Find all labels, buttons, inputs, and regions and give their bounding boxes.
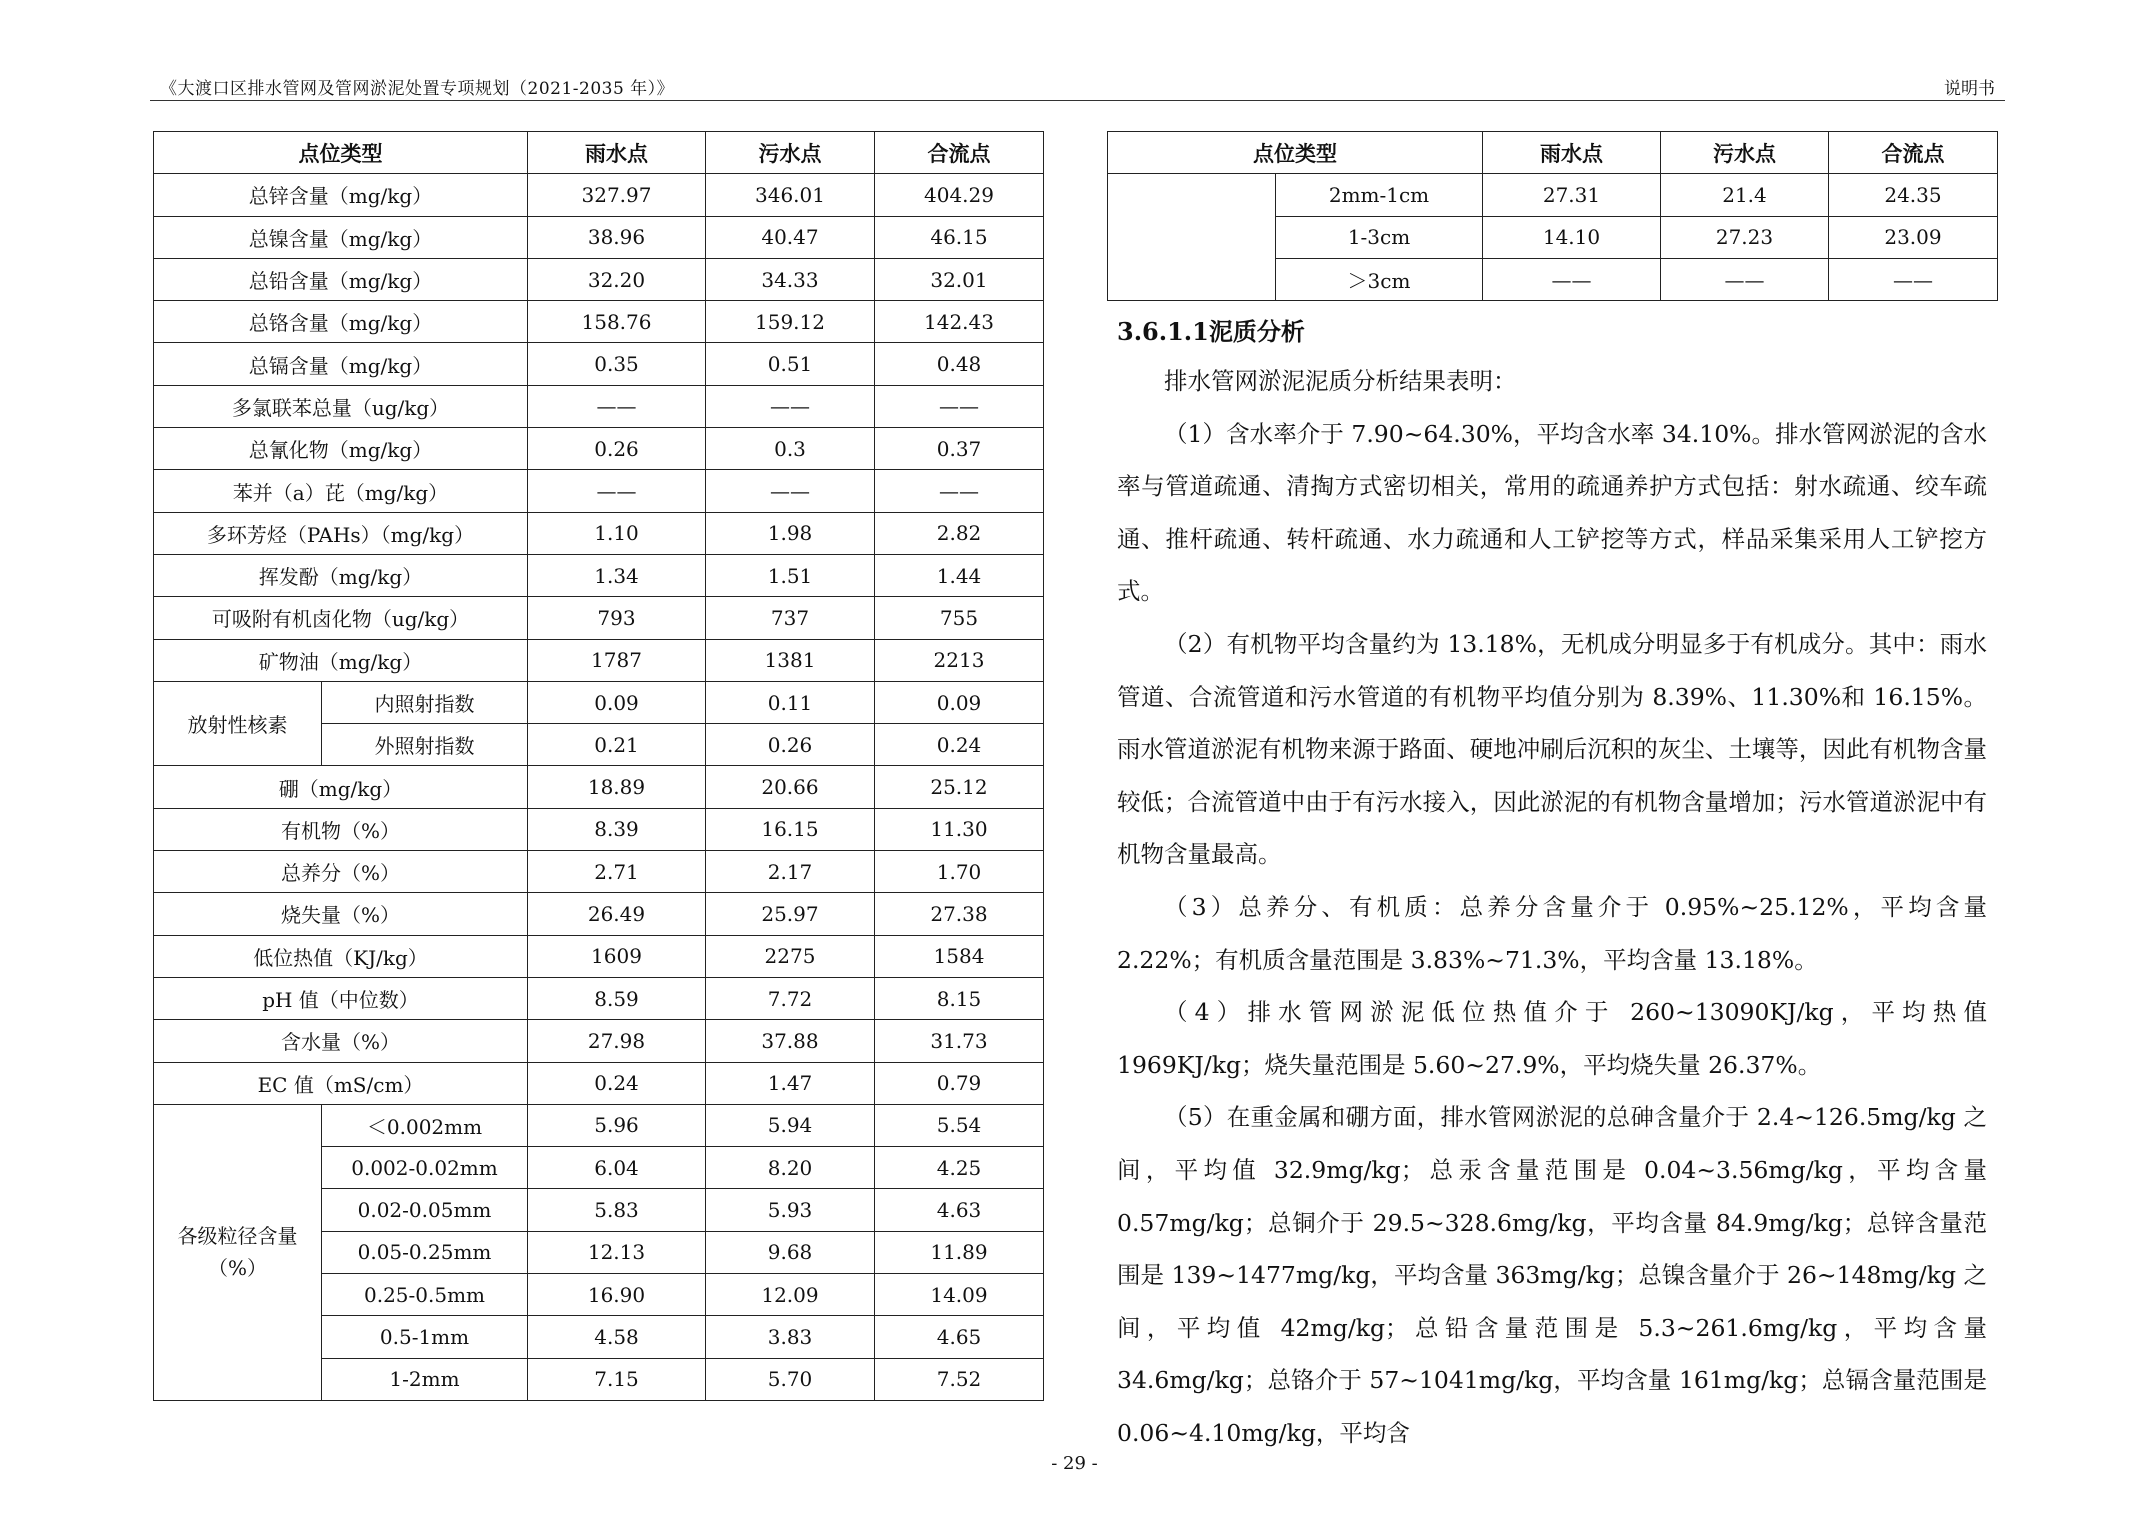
column-header: 合流点 xyxy=(875,132,1044,174)
table-cell: —— xyxy=(1829,258,1998,300)
table-cell: 7.72 xyxy=(706,977,875,1019)
table-cell: 4.25 xyxy=(875,1147,1044,1189)
table-cell: 0.24 xyxy=(875,724,1044,766)
table-cell: 38.96 xyxy=(528,216,706,258)
page-number: - 29 - xyxy=(1051,1453,1098,1474)
table-cell: 0.51 xyxy=(706,343,875,385)
section-title: 泥质分析 xyxy=(1208,317,1305,346)
table-cell: 7.15 xyxy=(528,1358,706,1400)
paragraph: （4）排水管网淤泥低位热值介于 260~13090KJ/kg，平均热值 1969KJ/kg；烧失量范围是 5.60~27.9%，平均烧失量 26.37%。 xyxy=(1117,998,1987,1079)
row-group-label: 放射性核素 xyxy=(154,681,322,766)
table-cell: 0.37 xyxy=(875,428,1044,470)
paragraph: （1）含水率介于 7.90~64.30%，平均含水率 34.10%。排水管网淤泥的含水率与管道疏通、清掏方式密切相关，常用的疏通养护方式包括：射水疏通、绞车疏通、推杆疏通、转杆疏通、水力疏通和人工铲挖等方式，样品采集采用人工铲挖方式。 xyxy=(1117,419,1987,606)
table-cell: 12.09 xyxy=(706,1274,875,1316)
table-cell: 40.47 xyxy=(706,216,875,258)
row-label: 有机物（%） xyxy=(154,808,528,850)
table-cell: 2.17 xyxy=(706,851,875,893)
row-label: 多环芳烃（PAHs）（mg/kg） xyxy=(154,512,528,554)
table-cell: 1.98 xyxy=(706,512,875,554)
table-cell: 2.82 xyxy=(875,512,1044,554)
row-label: 低位热值（KJ/kg） xyxy=(154,935,528,977)
table-cell: 0.48 xyxy=(875,343,1044,385)
table-cell: 1.47 xyxy=(706,1062,875,1104)
row-label: 总氰化物（mg/kg） xyxy=(154,428,528,470)
table-row xyxy=(154,935,1044,977)
table-cell: 8.39 xyxy=(528,808,706,850)
table-cell: —— xyxy=(1661,258,1829,300)
table-cell: 5.93 xyxy=(706,1189,875,1231)
row-label: 总锌含量（mg/kg） xyxy=(154,174,528,216)
table-cell: 793 xyxy=(528,597,706,639)
column-header: 点位类型 xyxy=(1108,132,1483,174)
paragraph: （5）在重金属和硼方面，排水管网淤泥的总砷含量介于 2.4~126.5mg/kg 之间，平均值 32.9mg/kg；总汞含量范围是 0.04~3.56mg/kg，平均含量 0.57mg/kg；总铜介于 29.5~328.6mg/kg，平均含量 84.9mg/kg；总锌含量范围是 139~1477mg/kg，平均含量 363mg/kg；总镍含量介于 26~148mg/kg 之间，平均值 42mg/kg；总铅含量范围是 5.3~261.6mg/kg，平均含量 34.6mg/kg；总铬介于 57~1041mg/kg，平均含量 161mg/kg；总镉含量范围是 0.06~4.10mg/kg，平均含 xyxy=(1117,1103,1987,1447)
row-group-label xyxy=(154,1104,322,1400)
table-row xyxy=(154,1062,1044,1104)
table-cell: 0.26 xyxy=(528,428,706,470)
table-cell: 9.68 xyxy=(706,1231,875,1273)
table-row xyxy=(154,639,1044,681)
table-cell: 16.90 xyxy=(528,1274,706,1316)
table-cell: 1787 xyxy=(528,639,706,681)
row-group-label xyxy=(1108,174,1276,301)
sludge-properties-table xyxy=(153,131,1044,1401)
table-row xyxy=(154,512,1044,554)
table-cell: 1.44 xyxy=(875,554,1044,596)
table-row xyxy=(154,851,1044,893)
row-label: 总铬含量（mg/kg） xyxy=(154,301,528,343)
column-header: 点位类型 xyxy=(154,132,528,174)
paragraph: （2）有机物平均含量约为 13.18%，无机成分明显多于有机成分。其中：雨水管道、合流管道和污水管道的有机物平均值分别为 8.39%、11.30%和 16.15%。雨水管道淤泥有机物来源于路面、硬地冲刷后沉积的灰尘、土壤等，因此有机物含量较低；合流管道中由于有污水接入，因此淤泥的有机物含量增加；污水管道淤泥中有机物含量最高。 xyxy=(1117,629,1987,869)
table-cell: 158.76 xyxy=(528,301,706,343)
table-cell: 0.3 xyxy=(706,428,875,470)
table-header-row xyxy=(1108,132,1998,174)
body-text xyxy=(1117,355,1987,1459)
table-row xyxy=(154,681,1044,723)
table-cell: 27.38 xyxy=(875,893,1044,935)
row-sublabel: ＜0.002mm xyxy=(322,1104,528,1146)
table-cell: —— xyxy=(1483,258,1661,300)
table-cell: 346.01 xyxy=(706,174,875,216)
table-cell: 46.15 xyxy=(875,216,1044,258)
row-label: 总镍含量（mg/kg） xyxy=(154,216,528,258)
table-cell: 2275 xyxy=(706,935,875,977)
paragraph: 排水管网淤泥泥质分析结果表明： xyxy=(1164,367,1517,395)
table-cell: 5.96 xyxy=(528,1104,706,1146)
table-row xyxy=(1108,174,1998,216)
table-row xyxy=(154,554,1044,596)
row-sublabel: 0.05-0.25mm xyxy=(322,1231,528,1273)
table-cell: 16.15 xyxy=(706,808,875,850)
row-label: 含水量（%） xyxy=(154,1020,528,1062)
table-cell: —— xyxy=(706,385,875,427)
row-sublabel: 1-3cm xyxy=(1276,216,1483,258)
particle-size-continued-table xyxy=(1107,131,1998,301)
row-sublabel: 2mm-1cm xyxy=(1276,174,1483,216)
table-row xyxy=(154,597,1044,639)
table-row xyxy=(154,808,1044,850)
table-cell: 404.29 xyxy=(875,174,1044,216)
table-cell: 7.52 xyxy=(875,1358,1044,1400)
table-cell: 8.20 xyxy=(706,1147,875,1189)
table-cell: 1.34 xyxy=(528,554,706,596)
row-sublabel: ＞3cm xyxy=(1276,258,1483,300)
table-row xyxy=(154,1104,1044,1146)
table-cell: —— xyxy=(875,470,1044,512)
table-cell: 31.73 xyxy=(875,1020,1044,1062)
table-cell: 4.65 xyxy=(875,1316,1044,1358)
table-cell: 25.12 xyxy=(875,766,1044,808)
table-row xyxy=(154,893,1044,935)
table-cell: —— xyxy=(875,385,1044,427)
table-cell: 11.89 xyxy=(875,1231,1044,1273)
document-title: 《大渡口区排水管网及管网淤泥处置专项规划（2021-2035 年）》 xyxy=(160,79,675,99)
table-cell: 34.33 xyxy=(706,258,875,300)
table-cell: 14.10 xyxy=(1483,216,1661,258)
table-cell: 6.04 xyxy=(528,1147,706,1189)
section-number: 3.6.1.1 xyxy=(1117,317,1209,346)
row-label: pH 值（中位数） xyxy=(154,977,528,1019)
table-cell: 8.15 xyxy=(875,977,1044,1019)
section-heading xyxy=(1117,312,1305,347)
table-row xyxy=(154,977,1044,1019)
row-label: 可吸附有机卤化物（ug/kg） xyxy=(154,597,528,639)
group-label-line: 各级粒径含量 xyxy=(177,1224,298,1249)
table-cell: —— xyxy=(528,385,706,427)
column-header: 雨水点 xyxy=(1483,132,1661,174)
table-cell: 27.31 xyxy=(1483,174,1661,216)
row-label: 烧失量（%） xyxy=(154,893,528,935)
table-row xyxy=(154,1020,1044,1062)
column-header: 污水点 xyxy=(706,132,875,174)
table-cell: 0.26 xyxy=(706,724,875,766)
document-type: 说明书 xyxy=(1944,79,1995,99)
table-cell: 32.20 xyxy=(528,258,706,300)
table-cell: 4.63 xyxy=(875,1189,1044,1231)
table-cell: 142.43 xyxy=(875,301,1044,343)
table-cell: 5.70 xyxy=(706,1358,875,1400)
table-cell: —— xyxy=(528,470,706,512)
row-label: 苯并（a）芘（mg/kg） xyxy=(154,470,528,512)
group-label-unit: （%） xyxy=(207,1256,267,1281)
table-row xyxy=(154,766,1044,808)
table-cell: 737 xyxy=(706,597,875,639)
table-cell: 755 xyxy=(875,597,1044,639)
table-cell: 1584 xyxy=(875,935,1044,977)
table-cell: 1.10 xyxy=(528,512,706,554)
table-cell: 1381 xyxy=(706,639,875,681)
table-row xyxy=(154,428,1044,470)
table-row xyxy=(154,301,1044,343)
table-cell: 5.54 xyxy=(875,1104,1044,1146)
row-label: 总镉含量（mg/kg） xyxy=(154,343,528,385)
row-sublabel: 0.5-1mm xyxy=(322,1316,528,1358)
table-cell: 0.79 xyxy=(875,1062,1044,1104)
table-cell: 26.49 xyxy=(528,893,706,935)
row-label: 多氯联苯总量（ug/kg） xyxy=(154,385,528,427)
paragraph: （3）总养分、有机质：总养分含量介于 0.95%~25.12%，平均含量 2.22%；有机质含量范围是 3.83%~71.3%，平均含量 13.18%。 xyxy=(1117,892,1987,974)
row-label: 硼（mg/kg） xyxy=(154,766,528,808)
table-cell: 327.97 xyxy=(528,174,706,216)
column-header: 污水点 xyxy=(1661,132,1829,174)
column-header: 合流点 xyxy=(1829,132,1998,174)
table-cell: 11.30 xyxy=(875,808,1044,850)
table-cell: 1609 xyxy=(528,935,706,977)
table-cell: 24.35 xyxy=(1829,174,1998,216)
page-header xyxy=(150,70,2005,101)
row-label: 矿物油（mg/kg） xyxy=(154,639,528,681)
table-cell: 23.09 xyxy=(1829,216,1998,258)
table-cell: 21.4 xyxy=(1661,174,1829,216)
table-cell: 37.88 xyxy=(706,1020,875,1062)
table-cell: 5.94 xyxy=(706,1104,875,1146)
row-label: 挥发酚（mg/kg） xyxy=(154,554,528,596)
table-cell: 0.09 xyxy=(528,681,706,723)
table-cell: 0.11 xyxy=(706,681,875,723)
table-cell: 27.98 xyxy=(528,1020,706,1062)
table-cell: 0.09 xyxy=(875,681,1044,723)
row-sublabel: 0.02-0.05mm xyxy=(322,1189,528,1231)
table-cell: 8.59 xyxy=(528,977,706,1019)
table-cell: 14.09 xyxy=(875,1274,1044,1316)
table-cell: 0.24 xyxy=(528,1062,706,1104)
table-cell: 1.70 xyxy=(875,851,1044,893)
table-cell: 25.97 xyxy=(706,893,875,935)
table-cell: 5.83 xyxy=(528,1189,706,1231)
row-label: 总养分（%） xyxy=(154,851,528,893)
table-cell: 27.23 xyxy=(1661,216,1829,258)
table-cell: 2.71 xyxy=(528,851,706,893)
row-sublabel: 0.25-0.5mm xyxy=(322,1274,528,1316)
table-cell: 0.21 xyxy=(528,724,706,766)
table-cell: 1.51 xyxy=(706,554,875,596)
table-cell: 0.35 xyxy=(528,343,706,385)
table-cell: 2213 xyxy=(875,639,1044,681)
row-sublabel: 外照射指数 xyxy=(322,724,528,766)
table-cell: 159.12 xyxy=(706,301,875,343)
table-row xyxy=(154,174,1044,216)
row-label: 总铅含量（mg/kg） xyxy=(154,258,528,300)
row-sublabel: 内照射指数 xyxy=(322,681,528,723)
column-header: 雨水点 xyxy=(528,132,706,174)
table-row xyxy=(154,343,1044,385)
table-cell: 32.01 xyxy=(875,258,1044,300)
table-cell: 3.83 xyxy=(706,1316,875,1358)
table-cell: 20.66 xyxy=(706,766,875,808)
table-header-row xyxy=(154,132,1044,174)
table-cell: 4.58 xyxy=(528,1316,706,1358)
table-row xyxy=(154,258,1044,300)
table-row xyxy=(154,216,1044,258)
table-cell: 18.89 xyxy=(528,766,706,808)
row-sublabel: 0.002-0.02mm xyxy=(322,1147,528,1189)
row-sublabel: 1-2mm xyxy=(322,1358,528,1400)
table-cell: 12.13 xyxy=(528,1231,706,1273)
table-row xyxy=(154,385,1044,427)
row-label: EC 值（mS/cm） xyxy=(154,1062,528,1104)
table-row xyxy=(154,470,1044,512)
table-cell: —— xyxy=(706,470,875,512)
